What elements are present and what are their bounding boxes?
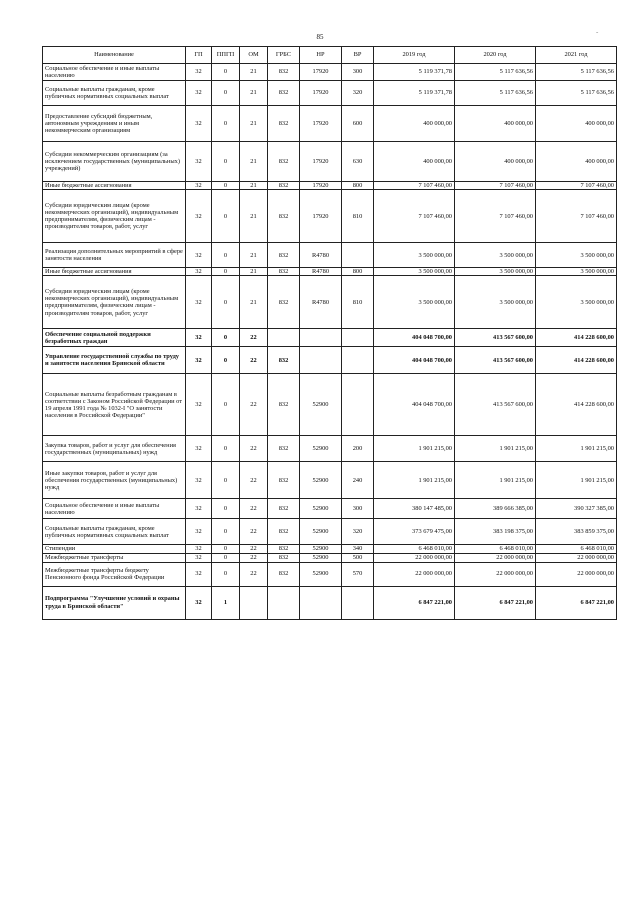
row-name: Обеспечение социальной поддержки безработных граждан <box>43 329 186 347</box>
row-value-2019: 1 901 215,00 <box>374 462 455 499</box>
row-value-2020: 383 198 375,00 <box>455 519 536 545</box>
row-nr: 52900 <box>300 462 342 499</box>
row-gp: 32 <box>186 545 212 553</box>
row-nr: 17920 <box>300 64 342 81</box>
row-value-2019: 7 107 460,00 <box>374 190 455 243</box>
table-row <box>43 106 617 142</box>
row-value-2021: 3 500 000,00 <box>536 243 617 268</box>
row-nr: 52900 <box>300 519 342 545</box>
row-grbs <box>268 586 300 619</box>
row-ppgp: 0 <box>212 347 240 374</box>
row-grbs: 832 <box>268 562 300 586</box>
row-value-2019: 1 901 215,00 <box>374 436 455 462</box>
row-value-2020: 3 500 000,00 <box>455 268 536 276</box>
row-gp: 32 <box>186 142 212 182</box>
row-value-2019: 5 119 371,78 <box>374 64 455 81</box>
row-ppgp: 0 <box>212 243 240 268</box>
row-nr: 52900 <box>300 562 342 586</box>
row-ppgp: 0 <box>212 329 240 347</box>
header-gp: ГП <box>186 47 212 64</box>
row-grbs <box>268 329 300 347</box>
table-row <box>43 268 617 276</box>
row-name: Межбюджетные трансферты <box>43 553 186 562</box>
row-grbs: 832 <box>268 190 300 243</box>
row-vr <box>342 347 374 374</box>
table-row <box>43 329 617 347</box>
row-value-2019: 7 107 460,00 <box>374 182 455 190</box>
row-value-2021: 22 000 000,00 <box>536 562 617 586</box>
row-value-2019: 3 500 000,00 <box>374 276 455 329</box>
table-header-row <box>43 47 617 64</box>
row-vr: 320 <box>342 519 374 545</box>
row-om: 22 <box>240 462 268 499</box>
row-value-2020: 389 666 385,00 <box>455 499 536 519</box>
row-value-2021: 5 117 636,56 <box>536 64 617 81</box>
row-grbs: 832 <box>268 347 300 374</box>
table-row <box>43 462 617 499</box>
row-ppgp: 0 <box>212 190 240 243</box>
row-om: 21 <box>240 64 268 81</box>
row-gp: 32 <box>186 182 212 190</box>
row-gp: 32 <box>186 106 212 142</box>
row-nr <box>300 347 342 374</box>
row-om <box>240 586 268 619</box>
row-value-2021: 7 107 460,00 <box>536 190 617 243</box>
row-value-2020: 7 107 460,00 <box>455 190 536 243</box>
row-om: 21 <box>240 276 268 329</box>
row-vr: 570 <box>342 562 374 586</box>
row-value-2021: 5 117 636,56 <box>536 81 617 106</box>
row-vr: 320 <box>342 81 374 106</box>
row-grbs: 832 <box>268 436 300 462</box>
header-grbs: ГРБС <box>268 47 300 64</box>
row-om: 22 <box>240 436 268 462</box>
table-row <box>43 545 617 553</box>
row-grbs: 832 <box>268 106 300 142</box>
row-gp: 32 <box>186 64 212 81</box>
row-grbs: 832 <box>268 268 300 276</box>
row-grbs: 832 <box>268 81 300 106</box>
row-gp: 32 <box>186 436 212 462</box>
row-ppgp: 0 <box>212 268 240 276</box>
table-row <box>43 553 617 562</box>
row-ppgp: 0 <box>212 499 240 519</box>
row-ppgp: 0 <box>212 64 240 81</box>
row-value-2021: 1 901 215,00 <box>536 436 617 462</box>
row-value-2019: 5 119 371,78 <box>374 81 455 106</box>
table-row <box>43 81 617 106</box>
row-gp: 32 <box>186 268 212 276</box>
row-value-2020: 413 567 600,00 <box>455 347 536 374</box>
row-value-2019: 6 468 010,00 <box>374 545 455 553</box>
row-gp: 32 <box>186 562 212 586</box>
row-name: Межбюджетные трансферты бюджету Пенсионного фонда Российской Федерации <box>43 562 186 586</box>
table-row <box>43 436 617 462</box>
row-value-2020: 22 000 000,00 <box>455 553 536 562</box>
table-body <box>43 64 617 620</box>
row-value-2020: 6 468 010,00 <box>455 545 536 553</box>
row-value-2019: 3 500 000,00 <box>374 268 455 276</box>
row-vr: 300 <box>342 499 374 519</box>
row-om: 22 <box>240 499 268 519</box>
row-name: Закупка товаров, работ и услуг для обеспечения государственных (муниципальных) нужд <box>43 436 186 462</box>
row-om: 21 <box>240 243 268 268</box>
row-grbs: 832 <box>268 499 300 519</box>
table-row <box>43 190 617 243</box>
row-nr: 52900 <box>300 553 342 562</box>
row-ppgp: 0 <box>212 462 240 499</box>
row-om: 21 <box>240 106 268 142</box>
row-value-2020: 400 000,00 <box>455 106 536 142</box>
row-nr: 52900 <box>300 545 342 553</box>
row-ppgp: 0 <box>212 519 240 545</box>
row-nr: 52900 <box>300 436 342 462</box>
row-name: Реализация дополнительных мероприятий в сфере занятости населения <box>43 243 186 268</box>
row-value-2020: 22 000 000,00 <box>455 562 536 586</box>
row-name: Социальные выплаты гражданам, кроме публичных нормативных социальных выплат <box>43 519 186 545</box>
page-number: 85 <box>316 33 324 41</box>
row-vr: 340 <box>342 545 374 553</box>
table-row <box>43 374 617 436</box>
row-om: 22 <box>240 347 268 374</box>
header-name: Наименование <box>43 47 186 64</box>
row-value-2019: 404 048 700,00 <box>374 374 455 436</box>
row-vr: 500 <box>342 553 374 562</box>
row-value-2019: 400 000,00 <box>374 142 455 182</box>
row-grbs: 832 <box>268 182 300 190</box>
row-vr: 300 <box>342 64 374 81</box>
table-row <box>43 64 617 81</box>
row-grbs: 832 <box>268 462 300 499</box>
row-value-2019: 400 000,00 <box>374 106 455 142</box>
row-grbs: 832 <box>268 276 300 329</box>
row-value-2019: 380 147 485,00 <box>374 499 455 519</box>
row-name: Иные закупки товаров, работ и услуг для обеспечения государственных (муниципальных) нужд <box>43 462 186 499</box>
row-name: Социальные выплаты гражданам, кроме публичных нормативных социальных выплат <box>43 81 186 106</box>
row-ppgp: 0 <box>212 553 240 562</box>
table-row <box>43 519 617 545</box>
row-value-2021: 3 500 000,00 <box>536 268 617 276</box>
row-ppgp: 0 <box>212 436 240 462</box>
row-value-2021: 414 228 600,00 <box>536 329 617 347</box>
row-om: 21 <box>240 142 268 182</box>
row-om: 21 <box>240 81 268 106</box>
row-nr <box>300 586 342 619</box>
row-ppgp: 0 <box>212 545 240 553</box>
row-value-2019: 22 000 000,00 <box>374 553 455 562</box>
row-gp: 32 <box>186 499 212 519</box>
row-value-2021: 3 500 000,00 <box>536 276 617 329</box>
row-value-2019: 373 679 475,00 <box>374 519 455 545</box>
row-om: 22 <box>240 562 268 586</box>
row-nr: R4780 <box>300 268 342 276</box>
row-ppgp: 0 <box>212 142 240 182</box>
row-vr: 200 <box>342 436 374 462</box>
table-row <box>43 499 617 519</box>
budget-table <box>42 46 617 620</box>
row-vr: 800 <box>342 182 374 190</box>
row-vr: 600 <box>342 106 374 142</box>
row-nr: 52900 <box>300 499 342 519</box>
row-nr: 17920 <box>300 190 342 243</box>
row-nr: 17920 <box>300 106 342 142</box>
header-nr: НР <box>300 47 342 64</box>
row-vr: 810 <box>342 276 374 329</box>
row-gp: 32 <box>186 190 212 243</box>
row-name: Субсидии юридическим лицам (кроме некоммерческих организаций), индивидуальным предпринимателям, физическим лицам - производителям товаров, работ, услуг <box>43 276 186 329</box>
row-value-2019: 3 500 000,00 <box>374 243 455 268</box>
row-name: Предоставление субсидий бюджетным, автономным учреждениям и иным некоммерческим организациям <box>43 106 186 142</box>
row-value-2020: 3 500 000,00 <box>455 276 536 329</box>
row-vr: 810 <box>342 190 374 243</box>
row-name: Подпрограмма "Улучшение условий и охраны труда в Брянской области" <box>43 586 186 619</box>
row-grbs: 832 <box>268 545 300 553</box>
row-value-2021: 22 000 000,00 <box>536 553 617 562</box>
row-gp: 32 <box>186 243 212 268</box>
row-name: Социальное обеспечение и иные выплаты населению <box>43 64 186 81</box>
header-om: ОМ <box>240 47 268 64</box>
row-gp: 32 <box>186 553 212 562</box>
row-ppgp: 0 <box>212 182 240 190</box>
row-value-2019: 404 048 700,00 <box>374 347 455 374</box>
row-grbs: 832 <box>268 243 300 268</box>
row-name: Иные бюджетные ассигнования <box>43 182 186 190</box>
row-value-2021: 383 859 375,00 <box>536 519 617 545</box>
row-value-2020: 3 500 000,00 <box>455 243 536 268</box>
row-value-2021: 400 000,00 <box>536 142 617 182</box>
row-nr: 17920 <box>300 182 342 190</box>
header-vr: ВР <box>342 47 374 64</box>
row-ppgp: 0 <box>212 562 240 586</box>
row-grbs: 832 <box>268 64 300 81</box>
row-gp: 32 <box>186 81 212 106</box>
row-vr: 240 <box>342 462 374 499</box>
header-2020: 2020 год <box>455 47 536 64</box>
header-2021: 2021 год <box>536 47 617 64</box>
row-value-2020: 6 847 221,00 <box>455 586 536 619</box>
row-om: 21 <box>240 190 268 243</box>
row-name: Социальные выплаты безработным гражданам в соответствии с Законом Российской Федерации от 19 апреля 1991 года № 1032-I "О занятости населения в Российской Федерации" <box>43 374 186 436</box>
table-row <box>43 243 617 268</box>
row-vr: 800 <box>342 268 374 276</box>
row-gp: 32 <box>186 519 212 545</box>
row-nr: 52900 <box>300 374 342 436</box>
table-row <box>43 142 617 182</box>
row-value-2020: 7 107 460,00 <box>455 182 536 190</box>
row-ppgp: 0 <box>212 374 240 436</box>
row-ppgp: 0 <box>212 106 240 142</box>
row-om: 22 <box>240 329 268 347</box>
row-om: 22 <box>240 553 268 562</box>
row-vr <box>342 374 374 436</box>
row-grbs: 832 <box>268 553 300 562</box>
row-nr: R4780 <box>300 243 342 268</box>
row-value-2021: 390 327 385,00 <box>536 499 617 519</box>
row-name: Управление государственной службы по труду и занятости населения Брянской области <box>43 347 186 374</box>
row-vr <box>342 243 374 268</box>
row-name: Иные бюджетные ассигнования <box>43 268 186 276</box>
row-value-2020: 5 117 636,56 <box>455 64 536 81</box>
row-value-2021: 1 901 215,00 <box>536 462 617 499</box>
row-om: 22 <box>240 545 268 553</box>
table-row <box>43 347 617 374</box>
row-value-2019: 22 000 000,00 <box>374 562 455 586</box>
row-value-2019: 404 048 700,00 <box>374 329 455 347</box>
row-gp: 32 <box>186 586 212 619</box>
row-gp: 32 <box>186 276 212 329</box>
row-ppgp: 1 <box>212 586 240 619</box>
row-nr: 17920 <box>300 81 342 106</box>
row-nr <box>300 329 342 347</box>
row-value-2020: 1 901 215,00 <box>455 462 536 499</box>
row-om: 21 <box>240 268 268 276</box>
row-nr: 17920 <box>300 142 342 182</box>
row-value-2020: 1 901 215,00 <box>455 436 536 462</box>
table-row <box>43 562 617 586</box>
table-row <box>43 182 617 190</box>
row-value-2021: 6 468 010,00 <box>536 545 617 553</box>
row-name: Стипендии <box>43 545 186 553</box>
row-gp: 32 <box>186 329 212 347</box>
row-vr <box>342 586 374 619</box>
row-grbs: 832 <box>268 374 300 436</box>
row-nr: R4780 <box>300 276 342 329</box>
row-value-2019: 6 847 221,00 <box>374 586 455 619</box>
row-om: 22 <box>240 374 268 436</box>
row-ppgp: 0 <box>212 276 240 329</box>
row-value-2021: 414 228 600,00 <box>536 374 617 436</box>
row-vr <box>342 329 374 347</box>
row-value-2020: 400 000,00 <box>455 142 536 182</box>
row-om: 22 <box>240 519 268 545</box>
table-row <box>43 586 617 619</box>
row-grbs: 832 <box>268 519 300 545</box>
row-value-2020: 5 117 636,56 <box>455 81 536 106</box>
row-gp: 32 <box>186 374 212 436</box>
table-row <box>43 276 617 329</box>
row-gp: 32 <box>186 347 212 374</box>
header-ppgp: ППГП <box>212 47 240 64</box>
row-name: Социальное обеспечение и иные выплаты населению <box>43 499 186 519</box>
row-name: Субсидии некоммерческим организациям (за исключением государственных (муниципальных) учреждений) <box>43 142 186 182</box>
row-value-2020: 413 567 600,00 <box>455 329 536 347</box>
row-value-2021: 400 000,00 <box>536 106 617 142</box>
row-name: Субсидии юридическим лицам (кроме некоммерческих организаций), индивидуальным предпринимателям, физическим лицам - производителям товаров, работ, услуг <box>43 190 186 243</box>
row-value-2020: 413 567 600,00 <box>455 374 536 436</box>
row-gp: 32 <box>186 462 212 499</box>
row-value-2021: 6 847 221,00 <box>536 586 617 619</box>
row-ppgp: 0 <box>212 81 240 106</box>
row-grbs: 832 <box>268 142 300 182</box>
header-2019: 2019 год <box>374 47 455 64</box>
row-value-2021: 7 107 460,00 <box>536 182 617 190</box>
row-value-2021: 414 228 600,00 <box>536 347 617 374</box>
row-vr: 630 <box>342 142 374 182</box>
corner-mark: - <box>596 28 599 36</box>
row-om: 21 <box>240 182 268 190</box>
